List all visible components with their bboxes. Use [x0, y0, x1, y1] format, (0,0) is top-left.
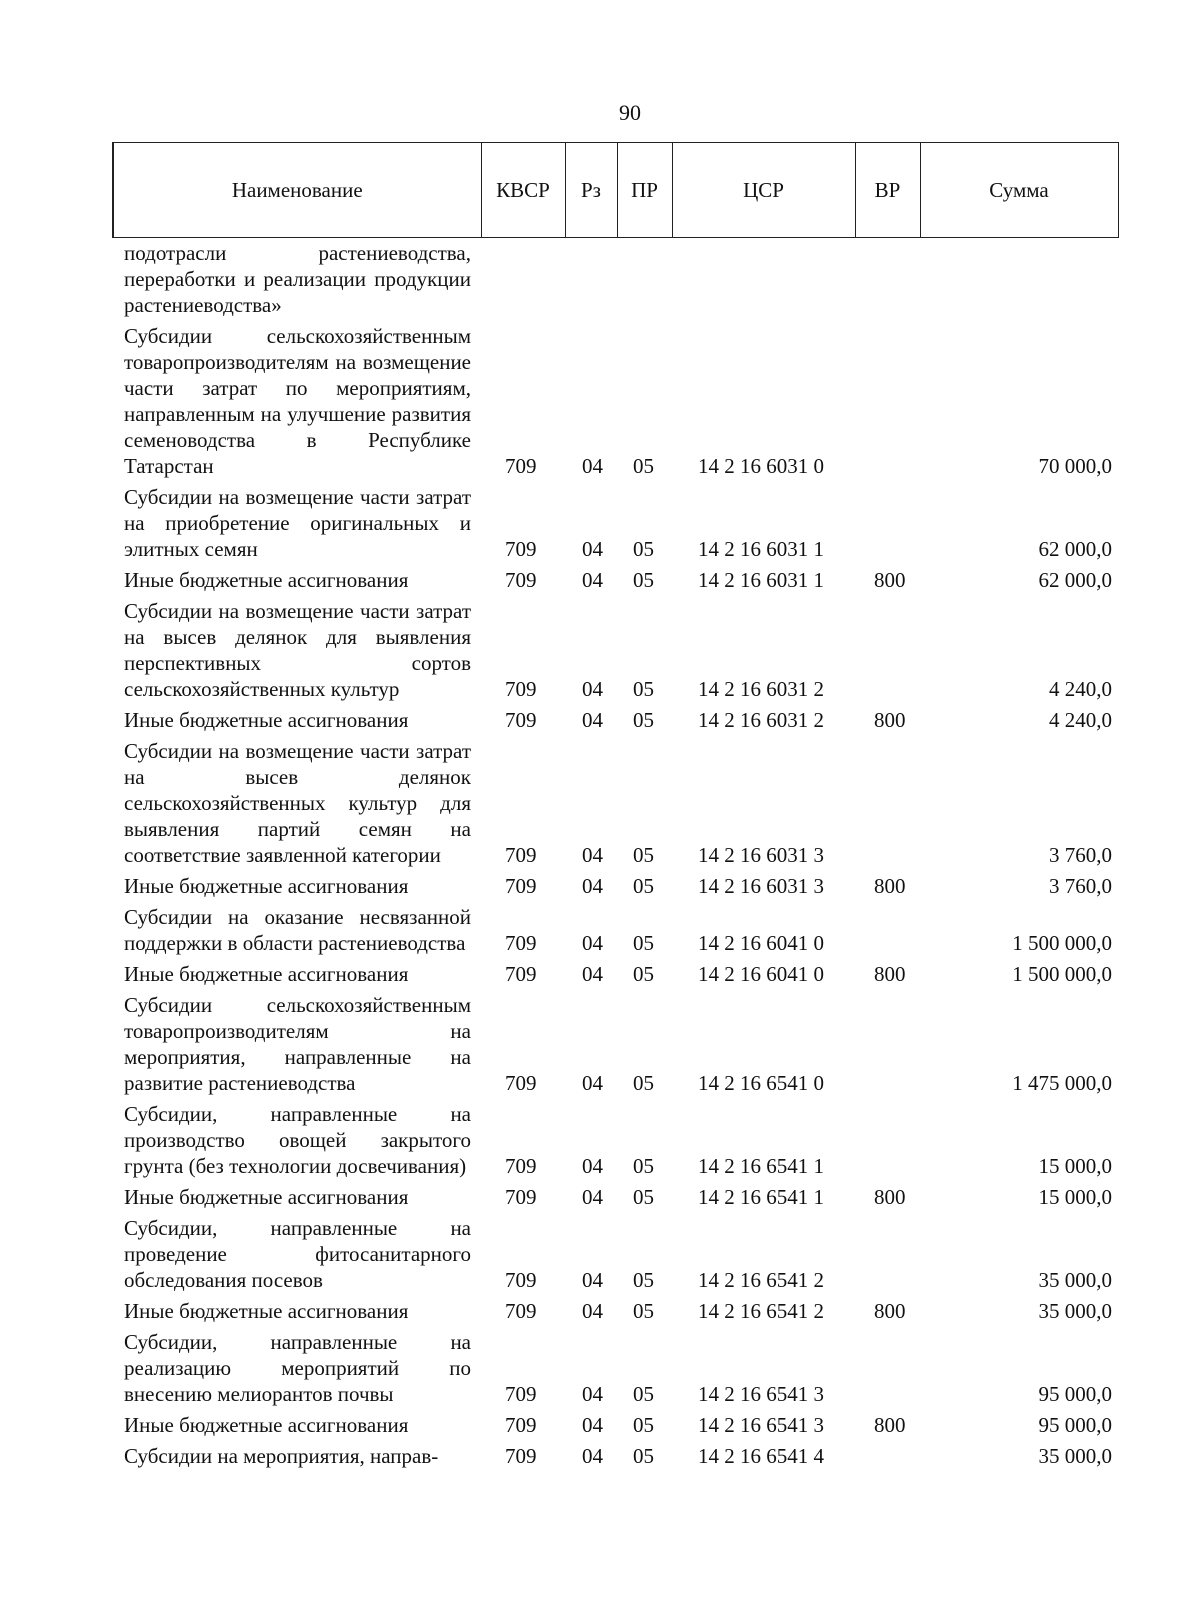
cell-rz: 04	[582, 1299, 603, 1323]
header-pr: ПР	[617, 143, 672, 238]
cell-pr: 05	[633, 677, 654, 701]
cell-rz: 04	[582, 1268, 603, 1292]
cell-sum: 95 000,0	[1038, 1382, 1112, 1406]
table-row	[113, 702, 1118, 733]
cell-rz: 04	[582, 1185, 603, 1209]
cell-rz: 04	[582, 677, 603, 701]
cell-sum: 15 000,0	[1038, 1185, 1112, 1209]
cell-sum: 3 760,0	[1049, 874, 1112, 898]
cell-pr: 05	[633, 1413, 654, 1437]
cell-csr: 14 2 16 6031 2	[698, 708, 824, 732]
table-row	[113, 1407, 1118, 1438]
cell-vr: 800	[874, 1185, 906, 1209]
cell-kvsr: 709	[505, 1444, 537, 1468]
header-sum: Сумма	[920, 143, 1118, 238]
cell-pr: 05	[633, 454, 654, 478]
cell-csr: 14 2 16 6031 1	[698, 537, 824, 561]
cell-sum: 35 000,0	[1038, 1268, 1112, 1292]
cell-kvsr: 709	[505, 537, 537, 561]
cell-csr: 14 2 16 6541 2	[698, 1299, 824, 1323]
cell-csr: 14 2 16 6541 0	[698, 1071, 824, 1095]
cell-sum: 70 000,0	[1038, 454, 1112, 478]
cell-pr	[617, 238, 672, 319]
cell-sum: 35 000,0	[1038, 1444, 1112, 1468]
table-row	[113, 593, 1118, 702]
cell-csr: 14 2 16 6541 3	[698, 1382, 824, 1406]
cell-vr	[855, 1438, 920, 1469]
cell-name: Иные бюджетные ассигнования	[124, 1413, 409, 1437]
table-row	[113, 318, 1118, 479]
table-row	[113, 733, 1118, 868]
cell-kvsr: 709	[505, 1413, 537, 1437]
cell-vr	[855, 1324, 920, 1407]
table-row	[113, 1096, 1118, 1179]
cell-rz: 04	[582, 931, 603, 955]
table-row	[113, 987, 1118, 1096]
cell-kvsr: 709	[505, 1154, 537, 1178]
cell-name: Иные бюджетные ассигнования	[124, 1185, 409, 1209]
cell-sum: 4 240,0	[1049, 677, 1112, 701]
cell-csr: 14 2 16 6031 0	[698, 454, 824, 478]
table-row	[113, 1179, 1118, 1210]
cell-kvsr	[481, 238, 565, 319]
cell-vr: 800	[874, 568, 906, 592]
cell-rz: 04	[582, 454, 603, 478]
cell-kvsr: 709	[505, 931, 537, 955]
cell-pr: 05	[633, 1071, 654, 1095]
cell-sum: 4 240,0	[1049, 708, 1112, 732]
cell-rz: 04	[582, 1413, 603, 1437]
cell-vr	[855, 479, 920, 562]
cell-kvsr: 709	[505, 708, 537, 732]
cell-name: Субсидии, направленные на реализацию мероприятий по внесению мелиорантов почвы	[124, 1330, 471, 1406]
cell-rz: 04	[582, 962, 603, 986]
cell-name: Субсидии, направленные на проведение фитосанитарного обследования посевов	[124, 1216, 471, 1292]
cell-kvsr: 709	[505, 1185, 537, 1209]
cell-kvsr: 709	[505, 843, 537, 867]
cell-pr: 05	[633, 568, 654, 592]
cell-sum: 62 000,0	[1038, 568, 1112, 592]
cell-name: Субсидии на возмещение части затрат на высев делянок сельскохозяйственных культур для выявления партий семян на соответствие заявленной категории	[124, 739, 471, 867]
cell-rz: 04	[582, 874, 603, 898]
cell-vr	[855, 899, 920, 956]
cell-rz: 04	[582, 537, 603, 561]
cell-name: Субсидии на мероприятия, направ-	[124, 1444, 439, 1468]
cell-vr: 800	[874, 1413, 906, 1437]
cell-pr: 05	[633, 1154, 654, 1178]
cell-name: Субсидии на оказание несвязанной поддержки в области растениеводства	[124, 905, 471, 955]
table-row	[113, 1324, 1118, 1407]
cell-pr: 05	[633, 843, 654, 867]
cell-rz: 04	[582, 1154, 603, 1178]
table-row	[113, 868, 1118, 899]
cell-csr	[672, 238, 855, 319]
cell-name: Иные бюджетные ассигнования	[124, 568, 409, 592]
cell-rz: 04	[582, 1382, 603, 1406]
cell-name: Субсидии, направленные на производство овощей закрытого грунта (без технологии досвечивания)	[124, 1102, 471, 1178]
cell-vr: 800	[874, 708, 906, 732]
cell-pr: 05	[633, 1185, 654, 1209]
header-vr: ВР	[855, 143, 920, 238]
cell-kvsr: 709	[505, 454, 537, 478]
cell-sum: 62 000,0	[1038, 537, 1112, 561]
table-row	[113, 899, 1118, 956]
cell-vr	[855, 593, 920, 702]
cell-kvsr: 709	[505, 962, 537, 986]
cell-kvsr: 709	[505, 1382, 537, 1406]
table-body	[113, 238, 1118, 1470]
page-number: 90	[619, 100, 641, 125]
cell-csr: 14 2 16 6541 3	[698, 1413, 824, 1437]
table-row	[113, 1438, 1118, 1469]
cell-vr: 800	[874, 1299, 906, 1323]
cell-vr	[855, 318, 920, 479]
cell-name: Иные бюджетные ассигнования	[124, 708, 409, 732]
cell-kvsr: 709	[505, 1071, 537, 1095]
cell-pr: 05	[633, 537, 654, 561]
cell-csr: 14 2 16 6541 2	[698, 1268, 824, 1292]
cell-pr: 05	[633, 708, 654, 732]
cell-rz: 04	[582, 843, 603, 867]
budget-table	[112, 142, 1119, 1469]
cell-csr: 14 2 16 6031 2	[698, 677, 824, 701]
cell-name: Иные бюджетные ассигнования	[124, 962, 409, 986]
cell-pr: 05	[633, 1299, 654, 1323]
cell-rz: 04	[582, 1071, 603, 1095]
table-row	[113, 479, 1118, 562]
cell-name: Иные бюджетные ассигнования	[124, 874, 409, 898]
cell-kvsr: 709	[505, 1268, 537, 1292]
table-row	[113, 562, 1118, 593]
cell-sum: 1 500 000,0	[1012, 931, 1112, 955]
cell-pr: 05	[633, 962, 654, 986]
table-row	[113, 238, 1118, 319]
cell-kvsr: 709	[505, 677, 537, 701]
cell-vr	[855, 238, 920, 319]
header-name: Наименование	[113, 143, 481, 238]
cell-name: Субсидии на возмещение части затрат на приобретение оригинальных и элитных семян	[124, 485, 471, 561]
cell-name: подотрасли растениеводства, переработки и реализации продукции растениеводства»	[124, 241, 471, 317]
header-csr: ЦСР	[672, 143, 855, 238]
cell-sum: 1 475 000,0	[1012, 1071, 1112, 1095]
cell-vr	[855, 1210, 920, 1293]
cell-sum: 95 000,0	[1038, 1413, 1112, 1437]
cell-pr: 05	[633, 1382, 654, 1406]
table-row	[113, 956, 1118, 987]
cell-kvsr: 709	[505, 874, 537, 898]
cell-name: Субсидии сельскохозяйственным товаропроизводителям на возмещение части затрат по мероприятиям, направленным на улучшение развития семеноводства в Республике Татарстан	[124, 324, 471, 478]
cell-vr: 800	[874, 874, 906, 898]
cell-csr: 14 2 16 6041 0	[698, 962, 824, 986]
cell-sum: 1 500 000,0	[1012, 962, 1112, 986]
cell-csr: 14 2 16 6541 4	[698, 1444, 824, 1468]
table-header-row	[113, 143, 1118, 238]
table-row	[113, 1293, 1118, 1324]
cell-rz: 04	[582, 708, 603, 732]
header-rz: Рз	[565, 143, 617, 238]
cell-vr	[855, 987, 920, 1096]
cell-pr: 05	[633, 1444, 654, 1468]
cell-csr: 14 2 16 6541 1	[698, 1154, 824, 1178]
cell-rz: 04	[582, 568, 603, 592]
cell-kvsr: 709	[505, 1299, 537, 1323]
cell-sum	[920, 238, 1118, 319]
cell-csr: 14 2 16 6041 0	[698, 931, 824, 955]
header-kvsr: КВСР	[481, 143, 565, 238]
cell-csr: 14 2 16 6031 3	[698, 843, 824, 867]
cell-name: Субсидии на возмещение части затрат на высев делянок для выявления перспективных сортов сельскохозяйственных культур	[124, 599, 471, 701]
table-header	[113, 143, 1118, 238]
cell-pr: 05	[633, 931, 654, 955]
cell-rz: 04	[582, 1444, 603, 1468]
cell-kvsr: 709	[505, 568, 537, 592]
cell-sum: 3 760,0	[1049, 843, 1112, 867]
cell-csr: 14 2 16 6031 3	[698, 874, 824, 898]
table-row	[113, 1210, 1118, 1293]
cell-vr: 800	[874, 962, 906, 986]
cell-csr: 14 2 16 6031 1	[698, 568, 824, 592]
cell-sum: 15 000,0	[1038, 1154, 1112, 1178]
cell-pr: 05	[633, 874, 654, 898]
cell-name: Иные бюджетные ассигнования	[124, 1299, 409, 1323]
cell-pr: 05	[633, 1268, 654, 1292]
cell-rz	[565, 238, 617, 319]
cell-sum: 35 000,0	[1038, 1299, 1112, 1323]
cell-vr	[855, 1096, 920, 1179]
cell-csr: 14 2 16 6541 1	[698, 1185, 824, 1209]
cell-vr	[855, 733, 920, 868]
cell-name: Субсидии сельскохозяйственным товаропроизводителям на мероприятия, направленные на развитие растениеводства	[124, 993, 471, 1095]
